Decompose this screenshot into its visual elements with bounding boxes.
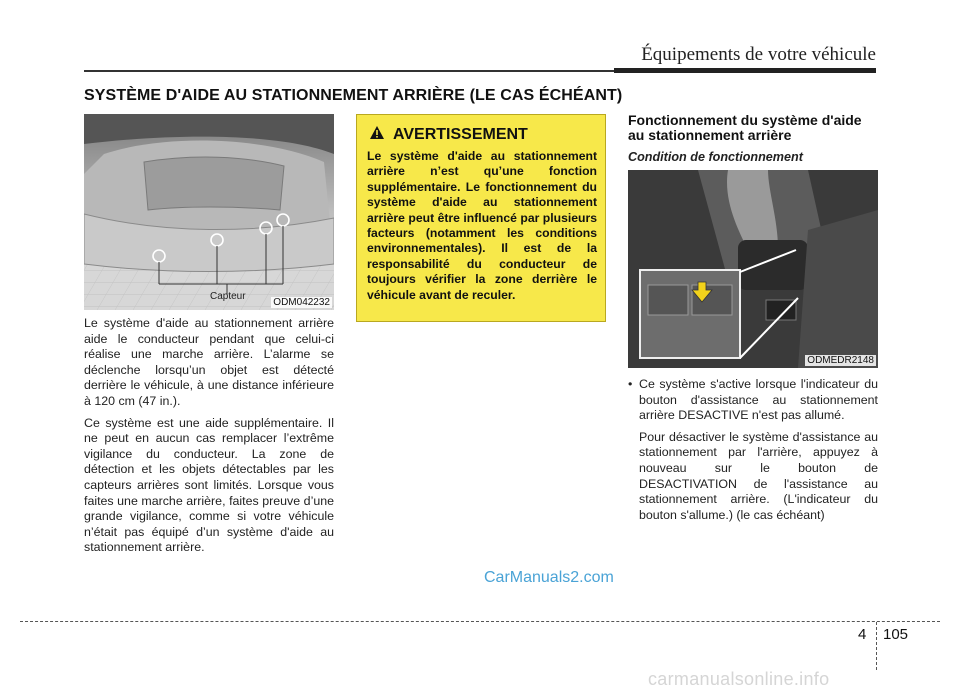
footer-rule xyxy=(20,621,940,622)
bullet-text: Ce système s'active lorsque l'indicateur du bouton d'assistance au stationnement arrière DESACTIVE n'est pas allumé. xyxy=(639,377,878,423)
operation-text xyxy=(628,377,878,523)
paragraph: Le système d'aide au stationnement arrière aide le conducteur pendant que celui-ci réalise une marche arrière. L’alarme se déclenche lorsqu’un objet est détecté derrière le véhicule, à une distance inférieure à 120 cm (47 in.). xyxy=(84,316,334,408)
figure-code: ODMEDR2148 xyxy=(807,355,874,366)
chapter-number: 4 xyxy=(858,626,867,643)
warning-triangle-icon xyxy=(369,125,385,145)
console-button-photo xyxy=(628,170,878,368)
warning-body: Le système d'aide au stationnement arrière n’est qu’une fonction supplémentaire. Le fonctionnement du système d'aide au stationnement arrière peut être influencé par plusieurs facteurs (notamment les conditions environnementales). Il est de la responsabilité du conducteur de toujours vérifier la zone derrière le véhicule avant de reculer. xyxy=(367,149,597,302)
subsection-title: Fonctionnement du système d'aide au stationnement arrière xyxy=(628,112,862,143)
header-accent-bar xyxy=(614,68,876,73)
watermark-link[interactable]: CarManuals2.com xyxy=(484,569,614,586)
sensor-label: Capteur xyxy=(210,291,246,302)
bullet-icon: • xyxy=(628,377,633,391)
rear-bumper-illustration xyxy=(84,114,334,310)
site-watermark: carmanualsonline.info xyxy=(648,669,830,689)
warning-title: AVERTISSEMENT xyxy=(393,126,528,143)
operation-heading xyxy=(628,113,878,164)
intro-text xyxy=(84,316,334,562)
figure-code: ODM042232 xyxy=(273,297,330,308)
condition-heading: Condition de fonctionnement xyxy=(628,150,803,164)
section-title: SYSTÈME D'AIDE AU STATIONNEMENT ARRIÈRE (LE CAS ÉCHÉANT) xyxy=(84,87,623,104)
page-header-title: Équipements de votre véhicule xyxy=(641,44,876,65)
rear-bumper-photo xyxy=(84,114,334,310)
list-item xyxy=(628,377,878,430)
warning-box xyxy=(356,114,606,322)
page-number: 105 xyxy=(883,626,909,643)
paragraph: Ce système est une aide supplémentaire. Il ne peut en aucun cas remplacer l’extrême vigilance du conducteur. La zone de détection et les objets détectables par les capteurs arrières sont limités. Lorsque vous faites une marche arrière, faites preuve d’une grande vigilance, comme si votre véhicule n’était pas équipé d’un système d'aide au stationnement arrière. xyxy=(84,415,334,555)
footer-divider xyxy=(876,622,877,670)
paragraph: Pour désactiver le système d'assistance au stationnement par l'arrière, appuyez à nouveau sur le bouton de DESACTIVATION de l'assistance au stationnement arrière. (L'indicateur du bouton s'allume.) (le cas échéant) xyxy=(639,429,878,522)
console-illustration xyxy=(628,170,878,368)
